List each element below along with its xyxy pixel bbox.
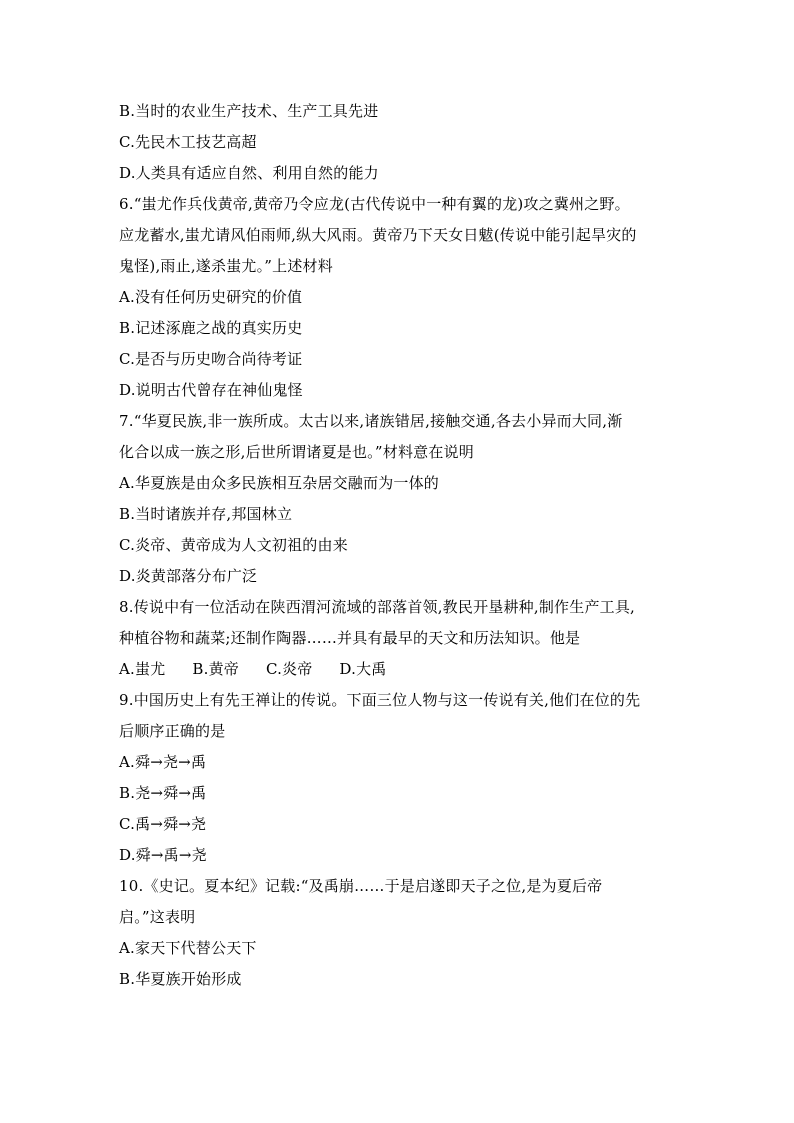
q8-stem-line-2: 种植谷物和蔬菜;还制作陶器……并具有最早的天文和历法知识。他是 xyxy=(119,629,581,647)
q9-option-b: B.尧→舜→禹 xyxy=(119,784,207,802)
q6-option-c: C.是否与历史吻合尚待考证 xyxy=(119,350,303,368)
q6-option-a: A.没有任何历史研究的价值 xyxy=(119,288,303,306)
q8-options-row xyxy=(119,654,699,685)
q7-option-c: C.炎帝、黄帝成为人文初祖的由来 xyxy=(119,536,348,554)
q5-option-c: C.先民木工技艺高超 xyxy=(119,133,257,151)
q6-stem-line-3: 鬼怪),雨止,遂杀蚩尤。”上述材料 xyxy=(119,257,333,275)
q8-option-a: A.蚩尤 xyxy=(119,660,166,678)
q10-option-a: A.家天下代替公天下 xyxy=(119,939,257,957)
q7-option-a: A.华夏族是由众多民族相互杂居交融而为一体的 xyxy=(119,474,440,492)
q8-option-c: C.炎帝 xyxy=(265,660,313,678)
q7-option-d: D.炎黄部落分布广泛 xyxy=(119,567,258,585)
q8-option-b: B.黄帝 xyxy=(192,660,239,678)
q9-option-d: D.舜→禹→尧 xyxy=(119,846,207,864)
q10-option-b: B.华夏族开始形成 xyxy=(119,970,242,988)
q10-stem-line-2: 启。”这表明 xyxy=(119,908,196,926)
exam-page xyxy=(119,96,699,995)
q5-option-d: D.人类具有适应自然、利用自然的能力 xyxy=(119,164,379,182)
q6-stem-line-1: 6.“蚩尤作兵伐黄帝,黄帝乃令应龙(古代传说中一种有翼的龙)攻之冀州之野。 xyxy=(119,195,630,213)
q9-option-a: A.舜→尧→禹 xyxy=(119,753,207,771)
q6-option-d: D.说明古代曾存在神仙鬼怪 xyxy=(119,381,303,399)
q6-stem-line-2: 应龙蓄水,蚩尤请风伯雨师,纵大风雨。黄帝乃下天女日魃(传说中能引起旱灾的 xyxy=(119,226,637,244)
q7-option-b: B.当时诸族并存,邦国林立 xyxy=(119,505,293,523)
q10-stem-line-1: 10.《史记。夏本纪》记载:“及禹崩……于是启遂即天子之位,是为夏后帝 xyxy=(119,877,603,895)
q5-option-b: B.当时的农业生产技术、生产工具先进 xyxy=(119,102,379,120)
q9-stem-line-2: 后顺序正确的是 xyxy=(119,722,226,740)
q7-stem-line-2: 化合以成一族之形,后世所谓诸夏是也。”材料意在说明 xyxy=(119,443,474,461)
q9-stem-line-1: 9.中国历史上有先王禅让的传说。下面三位人物与这一传说有关,他们在位的先 xyxy=(119,691,641,709)
q9-option-c: C.禹→舜→尧 xyxy=(119,815,207,833)
q7-stem-line-1: 7.“华夏民族,非一族所成。太古以来,诸族错居,接触交通,各去小异而大同,渐 xyxy=(119,412,623,430)
q6-option-b: B.记述涿鹿之战的真实历史 xyxy=(119,319,303,337)
q8-option-d: D.大禹 xyxy=(339,660,387,678)
q8-stem-line-1: 8.传说中有一位活动在陕西渭河流域的部落首领,教民开垦耕种,制作生产工具, xyxy=(119,598,636,616)
